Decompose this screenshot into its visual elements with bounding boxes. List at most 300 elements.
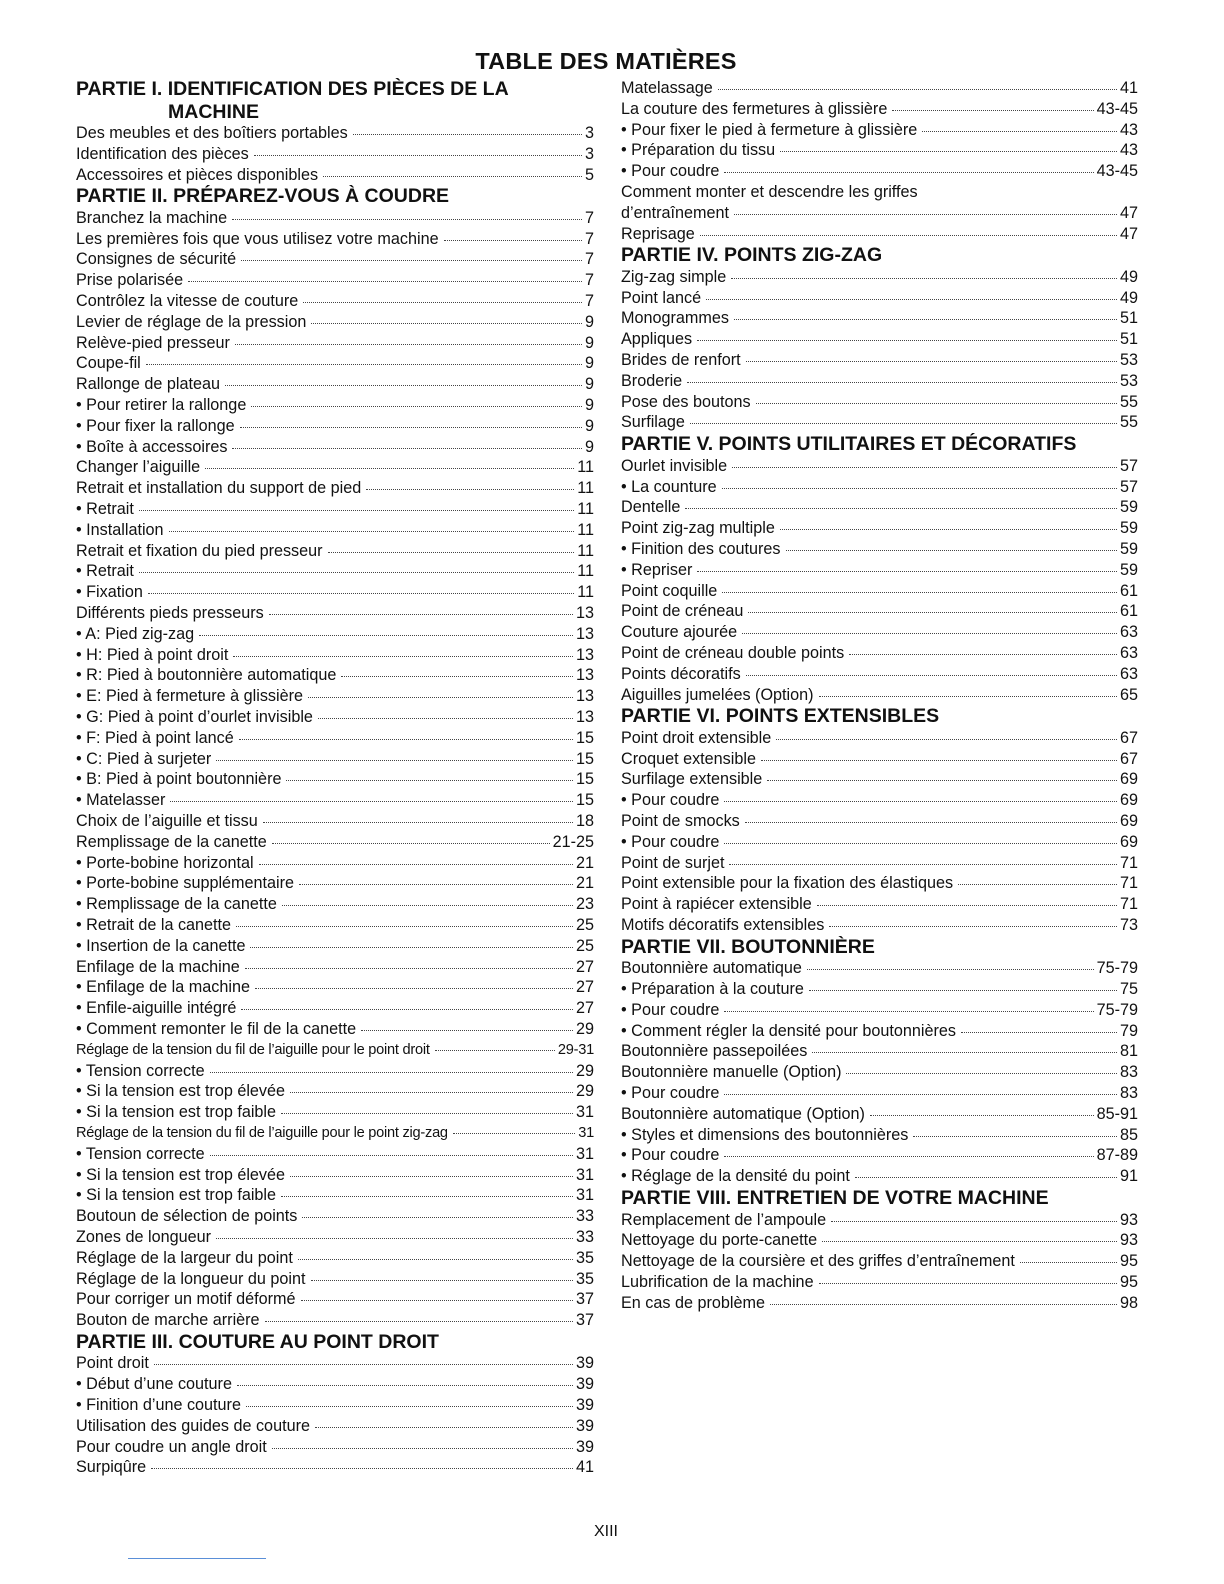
toc-page-number: 13 <box>575 624 594 643</box>
toc-entry[interactable] <box>621 622 1138 643</box>
toc-entry[interactable] <box>621 308 1138 329</box>
toc-entry[interactable] <box>76 790 594 811</box>
toc-entry[interactable] <box>76 1040 594 1061</box>
dot-leader <box>700 234 1117 236</box>
dot-leader <box>139 509 574 511</box>
toc-page-number: 7 <box>584 292 594 311</box>
dot-leader <box>232 447 582 449</box>
toc-entry-label: • Pour retirer la rallonge <box>76 396 247 415</box>
toc-page-number: 69 <box>1119 770 1138 789</box>
toc-entry[interactable] <box>621 581 1138 602</box>
toc-entry-label: Consignes de sécurité <box>76 250 237 269</box>
toc-entry[interactable] <box>621 643 1138 664</box>
toc-page-number: 27 <box>575 999 594 1018</box>
toc-entry-label: Des meubles et des boîtiers portables <box>76 124 348 142</box>
dot-leader <box>697 570 1117 572</box>
toc-entry[interactable] <box>76 416 594 437</box>
section-heading-text: PARTIE I. IDENTIFICATION DES PIÈCES DE LA <box>76 78 509 100</box>
dot-leader <box>767 779 1117 781</box>
toc-entry-label: Zones de longueur <box>76 1227 211 1246</box>
toc-entry[interactable] <box>621 601 1138 622</box>
toc-entry-label: • Tension correcte <box>76 1144 205 1163</box>
toc-entry[interactable] <box>76 1206 594 1227</box>
toc-page-number: 31 <box>575 1144 594 1163</box>
toc-page-number: 69 <box>1119 832 1138 851</box>
toc-entry-label: • Porte-bobine supplémentaire <box>76 874 295 893</box>
toc-entry-label: • Finition des coutures <box>621 539 781 558</box>
dot-leader <box>776 738 1117 740</box>
dot-leader <box>286 779 573 781</box>
toc-page-number: 71 <box>1119 853 1138 872</box>
toc-page-number: 21-25 <box>552 832 594 851</box>
toc-entry[interactable] <box>76 1416 594 1437</box>
toc-entry-label: Point de créneau double points <box>621 643 845 662</box>
toc-page-number: 13 <box>575 666 594 685</box>
toc-page-number: 98 <box>1119 1293 1138 1312</box>
toc-entry-label: Remplissage de la canette <box>76 832 267 851</box>
toc-entry[interactable] <box>76 1437 594 1458</box>
toc-entry[interactable] <box>621 894 1138 915</box>
toc-entry-label: • Finition d’une couture <box>76 1396 241 1415</box>
toc-entry-label: Nettoyage du porte-canette <box>621 1231 818 1250</box>
toc-entry-label: • C: Pied à surjeter <box>76 749 212 768</box>
dot-leader <box>731 277 1117 279</box>
toc-entry[interactable] <box>76 1374 594 1395</box>
dot-leader <box>216 1237 573 1239</box>
toc-entry[interactable] <box>76 665 594 686</box>
toc-entry[interactable] <box>621 749 1138 770</box>
dot-leader <box>697 339 1117 341</box>
toc-page-number: 53 <box>1119 371 1138 390</box>
toc-entry[interactable] <box>621 873 1138 894</box>
dot-leader <box>444 239 582 241</box>
toc-page-number: 83 <box>1119 1084 1138 1103</box>
toc-entry-label: Pose des boutons <box>621 392 751 411</box>
toc-entry[interactable] <box>76 853 594 874</box>
toc-entry-label: Remplacement de l’ampoule <box>621 1210 827 1229</box>
toc-entry[interactable] <box>76 1185 594 1206</box>
dot-leader <box>724 171 1093 173</box>
toc-entry[interactable] <box>76 686 594 707</box>
toc-entry[interactable] <box>76 541 594 562</box>
toc-entry[interactable] <box>76 1269 594 1290</box>
toc-entry-label: • Fixation <box>76 583 143 602</box>
toc-page-number: 13 <box>575 708 594 727</box>
toc-entry-label: • Pour coudre <box>621 832 720 851</box>
toc-entry-label: • R: Pied à boutonnière automatique <box>76 666 337 685</box>
toc-entry[interactable] <box>76 437 594 458</box>
toc-page-number: 3 <box>584 124 594 142</box>
toc-entry-label: Coupe-fil <box>76 354 141 373</box>
toc-entry[interactable] <box>621 1083 1138 1104</box>
toc-entry[interactable] <box>76 832 594 853</box>
toc-entry[interactable] <box>621 958 1138 979</box>
toc-entry[interactable] <box>621 329 1138 350</box>
dot-leader <box>722 487 1117 489</box>
dot-leader <box>254 154 582 156</box>
dot-leader <box>724 800 1117 802</box>
page-title: TABLE DES MATIÈRES <box>475 48 737 74</box>
dot-leader <box>732 466 1117 468</box>
toc-page-number: 71 <box>1119 874 1138 893</box>
toc-entry-label: Ourlet invisible <box>621 456 728 475</box>
dot-leader <box>729 863 1117 865</box>
section-heading-text: PARTIE II. PRÉPAREZ-VOUS À COUDRE <box>76 185 450 208</box>
toc-page-number: 51 <box>1119 309 1138 328</box>
dot-leader <box>302 1216 573 1218</box>
toc-page-number: 85-91 <box>1096 1104 1138 1123</box>
section-heading-continuation: MACHINE <box>168 100 259 123</box>
toc-entry-label: Point droit <box>76 1354 149 1373</box>
toc-page-number: 35 <box>575 1248 594 1267</box>
toc-entry-label: Retrait et fixation du pied presseur <box>76 541 323 560</box>
toc-entry[interactable] <box>76 249 594 270</box>
toc-page-number: 43 <box>1119 120 1138 139</box>
section-heading <box>621 936 1138 959</box>
toc-entry-label: Prise polarisée <box>76 271 184 290</box>
toc-page-number: 43-45 <box>1096 99 1138 118</box>
dot-leader <box>265 1320 573 1322</box>
toc-entry[interactable] <box>76 582 594 603</box>
toc-entry[interactable] <box>621 1000 1138 1021</box>
dot-leader <box>870 1114 1094 1116</box>
toc-page-number: 49 <box>1119 288 1138 307</box>
toc-entry[interactable] <box>621 664 1138 685</box>
dot-leader <box>724 1155 1093 1157</box>
toc-entry-label: Pour coudre un angle droit <box>76 1437 267 1456</box>
toc-page-number: 15 <box>575 749 594 768</box>
toc-entry[interactable] <box>76 1353 594 1374</box>
toc-entry-label: • Styles et dimensions des boutonnières <box>621 1125 909 1144</box>
toc-entry[interactable] <box>621 560 1138 581</box>
toc-entry[interactable] <box>621 979 1138 1000</box>
toc-entry[interactable] <box>76 1144 594 1165</box>
toc-entry[interactable] <box>621 811 1138 832</box>
toc-page-number: 95 <box>1119 1252 1138 1271</box>
toc-entry[interactable] <box>621 120 1138 141</box>
dot-leader <box>210 1071 573 1073</box>
toc-entry-label: • Installation <box>76 520 164 539</box>
toc-entry[interactable] <box>76 624 594 645</box>
toc-entry-label: Aiguilles jumelées (Option) <box>621 685 814 704</box>
toc-entry[interactable] <box>76 1165 594 1186</box>
toc-entry[interactable] <box>76 1227 594 1248</box>
toc-entry-label: Matelassage <box>621 79 713 97</box>
toc-entry[interactable] <box>76 645 594 666</box>
toc-page-number: 11 <box>577 562 594 581</box>
toc-entry[interactable] <box>76 312 594 333</box>
toc-page-number: 61 <box>1119 581 1138 600</box>
toc-page-number: 39 <box>575 1354 594 1373</box>
toc-entry[interactable] <box>76 457 594 478</box>
dot-leader <box>241 1008 573 1010</box>
dot-leader <box>290 1175 573 1177</box>
toc-page-number: 21 <box>575 853 594 872</box>
toc-entry[interactable] <box>621 728 1138 749</box>
toc-entry[interactable] <box>76 1081 594 1102</box>
toc-page-number: 37 <box>575 1290 594 1309</box>
toc-page-number: 47 <box>1119 203 1138 222</box>
toc-entry-label: • Insertion de la canette <box>76 936 246 955</box>
toc-entry[interactable] <box>76 353 594 374</box>
toc-page-number: 23 <box>575 895 594 914</box>
dot-leader <box>151 1467 573 1469</box>
dot-leader <box>199 634 573 636</box>
toc-page-number: 71 <box>1119 895 1138 914</box>
toc-entry-label: • Si la tension est trop élevée <box>76 1165 286 1184</box>
toc-entry[interactable] <box>76 1019 594 1040</box>
toc-entry-label: Croquet extensible <box>621 749 756 768</box>
toc-entry[interactable] <box>76 749 594 770</box>
toc-entry[interactable] <box>76 478 594 499</box>
toc-entry[interactable] <box>76 208 594 229</box>
dot-leader <box>745 821 1117 823</box>
dot-leader <box>328 551 575 553</box>
dot-leader <box>892 109 1093 111</box>
toc-entry[interactable] <box>76 915 594 936</box>
toc-entry[interactable] <box>621 99 1138 120</box>
dot-leader <box>236 925 573 927</box>
toc-entry-label: Point de surjet <box>621 853 725 872</box>
toc-entry-label: • Tension correcte <box>76 1061 205 1080</box>
toc-entry[interactable] <box>76 769 594 790</box>
toc-entry[interactable] <box>76 1310 594 1331</box>
toc-entry-label: • Retrait de la canette <box>76 915 232 934</box>
toc-entry[interactable] <box>621 1166 1138 1187</box>
toc-entry[interactable] <box>76 165 594 186</box>
toc-entry-label: • A: Pied zig-zag <box>76 624 195 643</box>
toc-page-number: 25 <box>575 936 594 955</box>
toc-entry[interactable] <box>76 873 594 894</box>
toc-page-number: 69 <box>1119 812 1138 830</box>
toc-entry-label: Pour corriger un motif déformé <box>76 1290 296 1309</box>
toc-entry[interactable] <box>621 203 1138 224</box>
dot-leader <box>849 653 1117 655</box>
toc-entry-label: Point lancé <box>621 288 702 307</box>
toc-entry-label: • H: Pied à point droit <box>76 645 229 664</box>
toc-page-number: 11 <box>577 541 594 560</box>
toc-entry[interactable] <box>621 915 1138 936</box>
toc-page-number: 63 <box>1119 643 1138 662</box>
toc-page-number: 11 <box>577 479 594 498</box>
toc-entry[interactable] <box>76 811 594 832</box>
toc-entry-label: Boutonnière automatique (Option) <box>621 1104 865 1123</box>
toc-page-number: 81 <box>1119 1042 1138 1061</box>
dot-leader <box>148 592 574 594</box>
toc-entry-label: En cas de problème <box>621 1293 765 1312</box>
toc-entry[interactable] <box>76 1123 594 1144</box>
dot-leader <box>323 175 582 177</box>
toc-entry[interactable] <box>76 957 594 978</box>
toc-entry-label: • Remplissage de la canette <box>76 895 277 914</box>
toc-entry[interactable] <box>76 291 594 312</box>
toc-entry-label: • Préparation du tissu <box>621 141 776 160</box>
toc-page-number: 7 <box>584 250 594 269</box>
dot-leader <box>139 571 574 573</box>
toc-entry[interactable] <box>621 1210 1138 1231</box>
toc-page-number: 31 <box>575 1186 594 1205</box>
toc-entry-label: Contrôlez la vitesse de couture <box>76 292 299 311</box>
dot-leader <box>169 530 575 532</box>
toc-page-number: 31 <box>578 1124 594 1141</box>
toc-entry[interactable] <box>621 224 1138 245</box>
toc-entry-label: Réglage de la longueur du point <box>76 1269 306 1288</box>
toc-page-number: 29 <box>575 1082 594 1101</box>
toc-entry[interactable] <box>76 395 594 416</box>
toc-entry[interactable] <box>621 832 1138 853</box>
toc-entry[interactable] <box>621 790 1138 811</box>
toc-entry[interactable] <box>76 374 594 395</box>
toc-page-number: 67 <box>1119 728 1138 747</box>
toc-page-number: 59 <box>1119 519 1138 538</box>
toc-entry[interactable] <box>621 539 1138 560</box>
toc-entry[interactable] <box>621 140 1138 161</box>
dot-leader <box>245 967 573 969</box>
toc-entry[interactable] <box>76 144 594 165</box>
toc-entry[interactable] <box>621 518 1138 539</box>
toc-entry[interactable] <box>621 477 1138 498</box>
toc-page-number: 43-45 <box>1096 162 1138 181</box>
dot-leader <box>146 363 582 365</box>
toc-page-number: 9 <box>584 333 594 352</box>
dot-leader <box>690 422 1117 424</box>
dot-leader <box>366 488 574 490</box>
dot-leader <box>913 1135 1117 1137</box>
toc-page-number: 59 <box>1119 539 1138 558</box>
section-heading-text: PARTIE VI. POINTS EXTENSIBLES <box>621 705 940 728</box>
toc-entry[interactable] <box>76 229 594 250</box>
toc-entry-label: Branchez la machine <box>76 208 228 227</box>
toc-page-number: 41 <box>1119 79 1138 97</box>
toc-entry[interactable] <box>621 392 1138 413</box>
toc-page-number: 53 <box>1119 351 1138 370</box>
toc-entry[interactable] <box>621 412 1138 433</box>
toc-entry-label: Point zig-zag multiple <box>621 519 775 538</box>
toc-entry-label: Points décoratifs <box>621 664 741 683</box>
dot-leader <box>246 1405 573 1407</box>
dot-leader <box>829 925 1117 927</box>
toc-entry-label: La couture des fermetures à glissière <box>621 99 888 118</box>
toc-entry[interactable] <box>621 182 1138 203</box>
section-heading-text: PARTIE VII. BOUTONNIÈRE <box>621 935 875 958</box>
toc-entry[interactable] <box>621 267 1138 288</box>
section-heading <box>621 244 1138 267</box>
toc-entry[interactable] <box>621 161 1138 182</box>
toc-entry[interactable] <box>621 1125 1138 1146</box>
dot-leader <box>718 88 1117 90</box>
toc-entry[interactable] <box>621 78 1138 99</box>
toc-entry-label: Point droit extensible <box>621 728 772 747</box>
toc-page-number: 7 <box>584 208 594 227</box>
dot-leader <box>272 842 550 844</box>
toc-entry[interactable] <box>621 1251 1138 1272</box>
dot-leader <box>290 1091 573 1093</box>
toc-entry[interactable] <box>621 456 1138 477</box>
toc-entry[interactable] <box>76 1102 594 1123</box>
toc-entry[interactable] <box>76 123 594 144</box>
toc-entry[interactable] <box>76 499 594 520</box>
toc-entry[interactable] <box>621 1293 1138 1314</box>
toc-entry-label: Point de smocks <box>621 812 740 830</box>
toc-entry-label: Zig-zag simple <box>621 267 727 286</box>
toc-entry[interactable] <box>76 998 594 1019</box>
toc-entry[interactable] <box>76 894 594 915</box>
toc-entry-label: • F: Pied à point lancé <box>76 728 234 747</box>
toc-page-number: 11 <box>577 583 594 602</box>
toc-page-number: 11 <box>577 500 594 519</box>
toc-entry[interactable] <box>621 1272 1138 1293</box>
toc-entry[interactable] <box>621 1230 1138 1251</box>
toc-entry[interactable] <box>621 288 1138 309</box>
dot-leader <box>311 322 582 324</box>
toc-page-number: 9 <box>584 416 594 435</box>
dot-leader <box>170 800 573 802</box>
toc-entry[interactable] <box>621 853 1138 874</box>
toc-page-number: 59 <box>1119 560 1138 579</box>
toc-entry[interactable] <box>621 1145 1138 1166</box>
toc-entry-label: • E: Pied à fermeture à glissière <box>76 687 303 706</box>
toc-entry[interactable] <box>76 603 594 624</box>
dot-leader <box>216 759 573 761</box>
toc-entry[interactable] <box>76 1289 594 1310</box>
toc-page-number: 9 <box>584 437 594 456</box>
toc-entry[interactable] <box>621 1041 1138 1062</box>
toc-entry-label: Point extensible pour la fixation des élastiques <box>621 874 954 893</box>
toc-page-number: 79 <box>1119 1021 1138 1040</box>
toc-entry[interactable] <box>76 977 594 998</box>
toc-entry[interactable] <box>76 1457 594 1478</box>
dot-leader <box>341 675 573 677</box>
toc-page-number: 25 <box>575 915 594 934</box>
toc-page-number: 73 <box>1119 915 1138 934</box>
toc-entry-label: Surpiqûre <box>76 1458 147 1477</box>
dot-leader <box>311 1279 573 1281</box>
toc-entry-label: Boutonnière manuelle (Option) <box>621 1063 842 1082</box>
toc-entry[interactable] <box>621 350 1138 371</box>
toc-entry[interactable] <box>621 497 1138 518</box>
toc-entry[interactable] <box>76 1061 594 1082</box>
toc-entry[interactable] <box>621 371 1138 392</box>
toc-entry[interactable] <box>76 561 594 582</box>
toc-entry-label: Réglage de la largeur du point <box>76 1248 293 1267</box>
dot-leader <box>259 863 573 865</box>
toc-entry[interactable] <box>76 707 594 728</box>
toc-entry[interactable] <box>621 1021 1138 1042</box>
dot-leader <box>233 655 573 657</box>
toc-entry-label: • Comment régler la densité pour boutonnières <box>621 1021 956 1040</box>
toc-entry[interactable] <box>621 685 1138 706</box>
toc-entry[interactable] <box>621 1062 1138 1083</box>
toc-entry[interactable] <box>76 1395 594 1416</box>
toc-entry[interactable] <box>76 936 594 957</box>
dot-leader <box>237 1384 573 1386</box>
toc-column-left <box>76 78 594 1478</box>
toc-entry[interactable] <box>621 1104 1138 1125</box>
dot-leader <box>746 360 1117 362</box>
toc-entry-label: • Matelasser <box>76 791 166 810</box>
toc-entry[interactable] <box>76 333 594 354</box>
toc-entry[interactable] <box>76 520 594 541</box>
toc-entry-label: Appliques <box>621 330 693 349</box>
dot-leader <box>435 1049 555 1051</box>
toc-entry-label: Accessoires et pièces disponibles <box>76 165 319 184</box>
toc-entry-label: Réglage de la tension du fil de l’aiguille pour le point zig-zag <box>76 1124 448 1141</box>
toc-entry[interactable] <box>76 270 594 291</box>
toc-entry[interactable] <box>76 728 594 749</box>
toc-entry[interactable] <box>621 769 1138 790</box>
toc-entry[interactable] <box>76 1248 594 1269</box>
section-heading <box>621 1187 1138 1210</box>
